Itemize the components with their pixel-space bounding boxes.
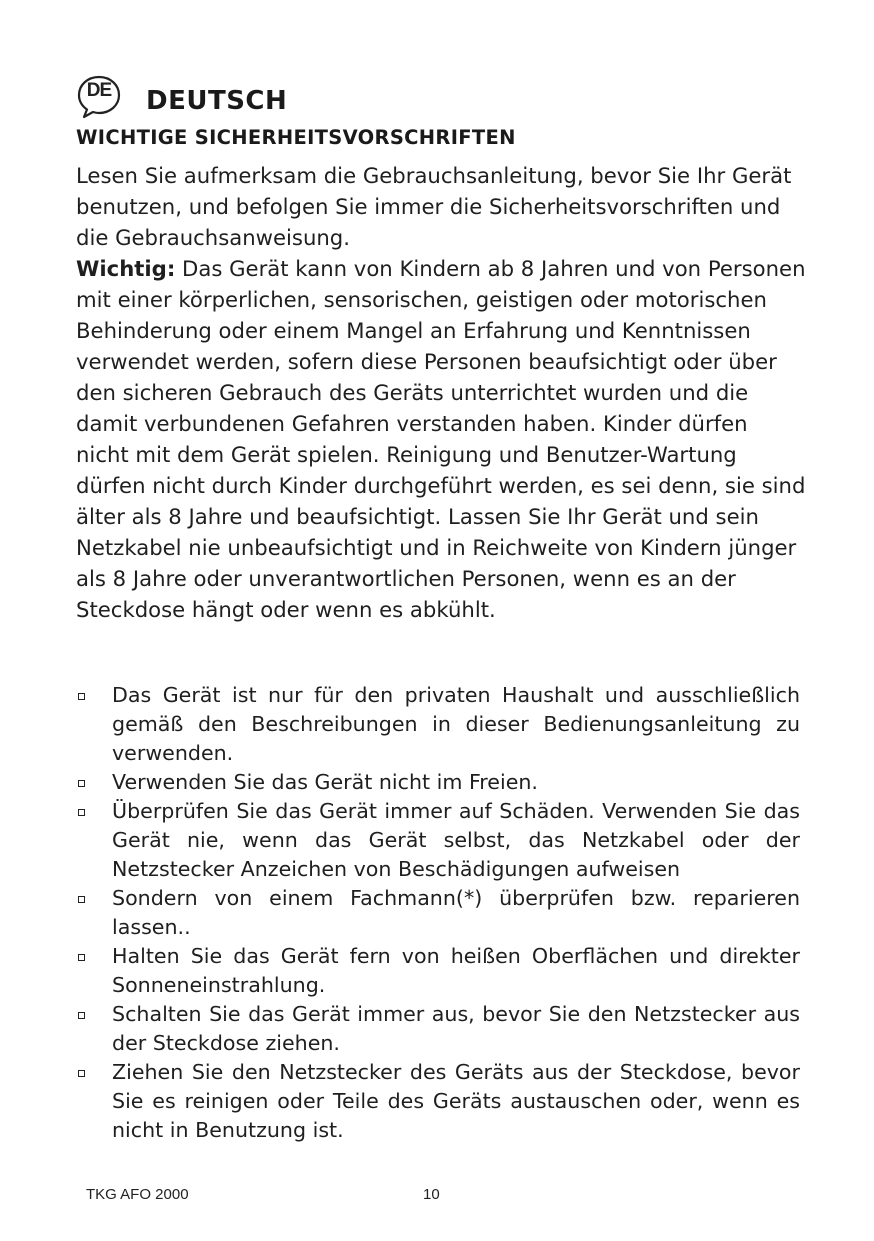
list-item: Überprüfen Sie das Gerät immer auf Schäden. Verwenden Sie das Gerät nie, wenn das Gerät selbst, das Netzkabel oder der Netzstecker Anzeichen von Beschädigungen aufweisen — [76, 797, 800, 884]
page-number: 10 — [423, 1186, 440, 1203]
list-item: Das Gerät ist nur für den privaten Haushalt und ausschließlich gemäß den Beschreibungen in dieser Bedienungsanleitung zu verwenden. — [76, 681, 800, 768]
section-title: WICHTIGE SICHERHEITSVORSCHRIFTEN — [76, 126, 516, 149]
language-title: DEUTSCH — [146, 86, 288, 116]
list-item: Schalten Sie das Gerät immer aus, bevor Sie den Netzstecker aus der Steckdose ziehen. — [76, 1000, 800, 1058]
language-code: DE — [86, 80, 112, 101]
checkbox-bullet-icon — [78, 780, 85, 787]
footer-model: TKG AFO 2000 — [86, 1186, 189, 1203]
list-item: Verwenden Sie das Gerät nicht im Freien. — [76, 768, 800, 797]
list-item: Sondern von einem Fachmann(*) überprüfen bzw. reparieren lassen.. — [76, 884, 800, 942]
checkbox-bullet-icon — [78, 809, 85, 816]
speech-bubble-icon — [76, 74, 122, 120]
checkbox-bullet-icon — [78, 1070, 85, 1077]
language-header — [76, 74, 287, 120]
important-paragraph — [76, 253, 806, 625]
list-item: Halten Sie das Gerät fern von heißen Oberflächen und direkter Sonneneinstrahlung. — [76, 942, 800, 1000]
intro-text — [76, 160, 806, 625]
important-text: Das Gerät kann von Kindern ab 8 Jahren und von Personen mit einer körperlichen, sensorischen, geistigen oder motorischen Behinderung oder einem Mangel an Erfahrung und Kenntnissen verwendet werden, sofern diese Personen beaufsichtigt oder über den sicheren Gebrauch des Geräts unterrichtet wurden und die damit verbundenen Gefahren verstanden haben. Kinder dürfen nicht mit dem Gerät spielen. Reinigung und Benutzer-Wartung dürfen nicht durch Kinder durchgeführt werden, es sei denn, sie sind älter als 8 Jahre und beaufsichtigt. Lassen Sie Ihr Gerät und sein Netzkabel nie unbeaufsichtigt und in Reichweite von Kindern jünger als 8 Jahre oder unverantwortlichen Personen, wenn es an der Steckdose hängt oder wenn es abkühlt. — [76, 256, 806, 622]
checkbox-bullet-icon — [78, 1012, 85, 1019]
checkbox-bullet-icon — [78, 954, 85, 961]
checkbox-bullet-icon — [78, 693, 85, 700]
intro-paragraph: Lesen Sie aufmerksam die Gebrauchsanleitung, bevor Sie Ihr Gerät benutzen, und befolgen Sie immer die Sicherheitsvorschriften und die Gebrauchsanweisung. — [76, 163, 792, 250]
important-label: Wichtig: — [76, 256, 176, 281]
safety-list — [76, 681, 800, 1145]
list-item: Ziehen Sie den Netzstecker des Geräts aus der Steckdose, bevor Sie es reinigen oder Teile des Geräts austauschen oder, wenn es nicht in Benutzung ist. — [76, 1058, 800, 1145]
checkbox-bullet-icon — [78, 896, 85, 903]
